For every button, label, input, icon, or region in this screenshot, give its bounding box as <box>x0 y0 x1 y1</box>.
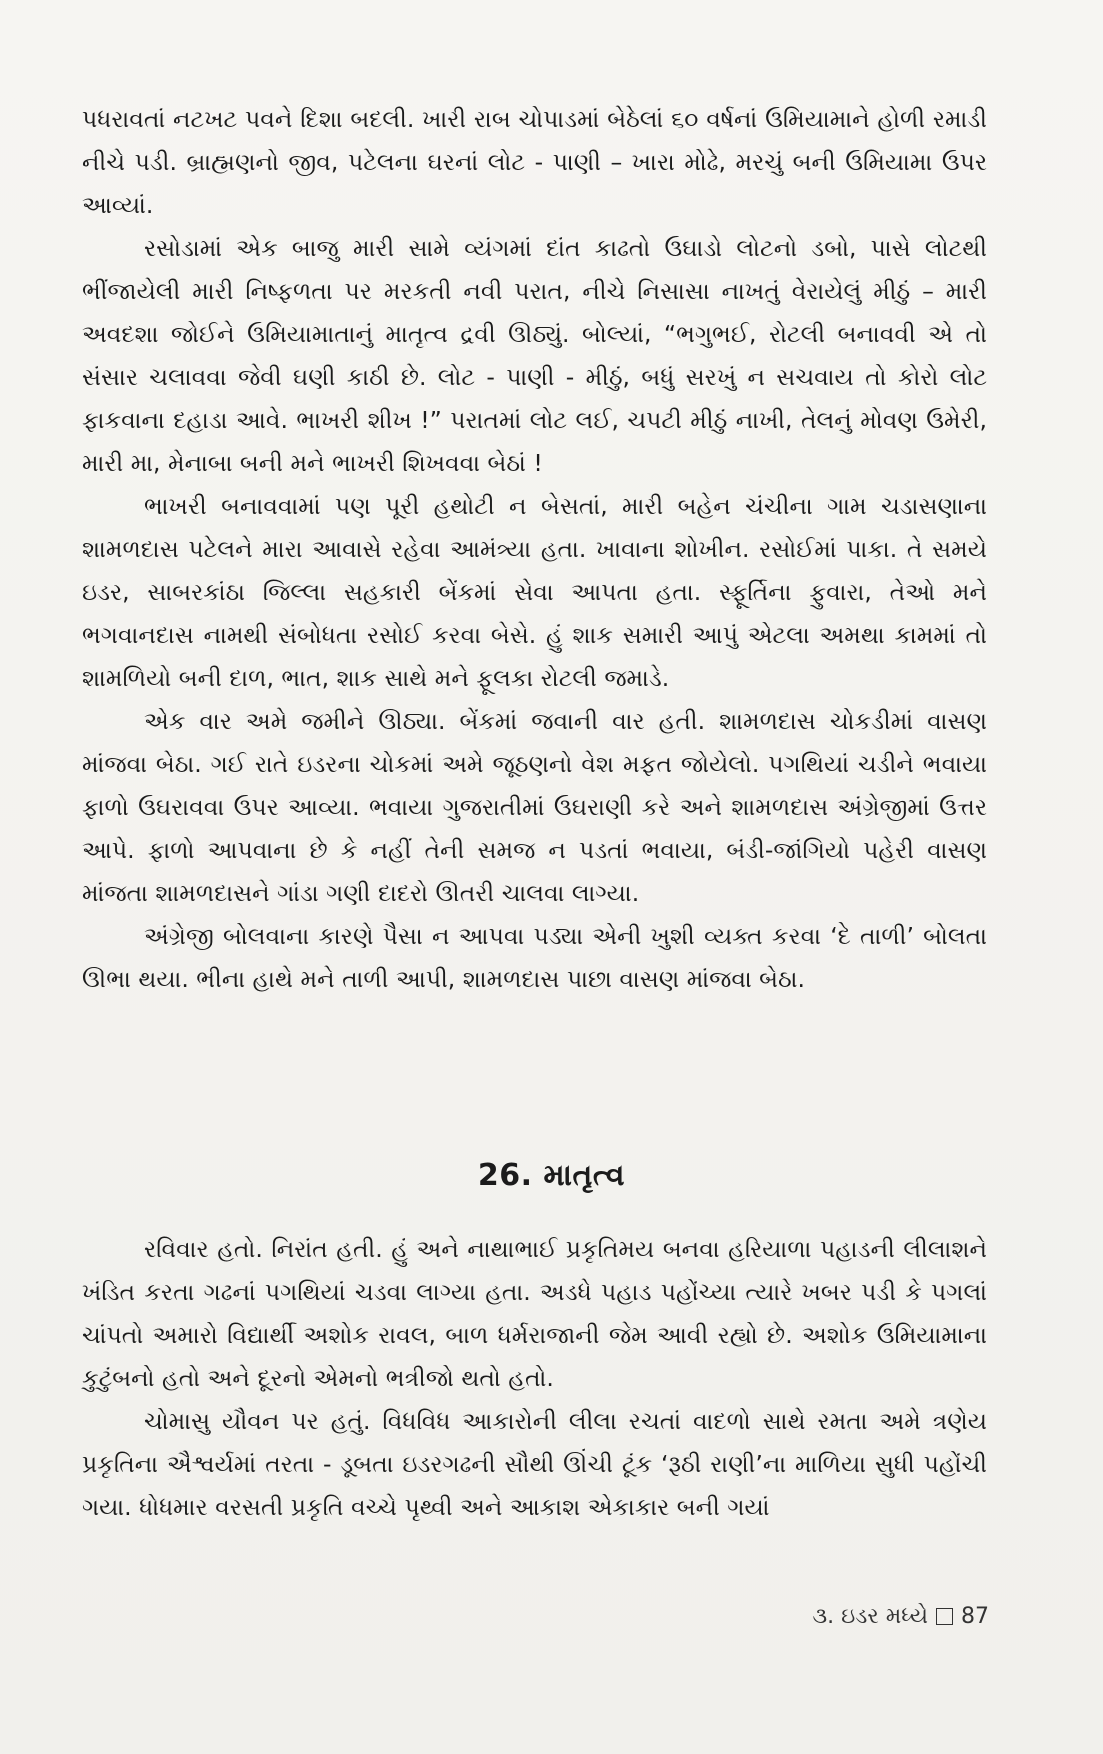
section-name: ૩. ઇડર મધ્યે <box>812 1604 928 1629</box>
paragraph: એક વાર અમે જમીને ઊઠ્યા. બેંકમાં જવાની વાર હતી. શામળદાસ ચોકડીમાં વાસણ માંજવા બેઠા. ગઈ રાતે ઇડરના ચોકમાં અમે જૂઠણનો વેશ મફત જોયેલો. પગથિયાં ચડીને ભવાયા ફાળો ઉઘરાવવા ઉપર આવ્યા. ભવાયા ગુજરાતીમાં ઉઘરાણી કરે અને શામળદાસ અંગ્રેજીમાં ઉત્તર આપે. ફાળો આપવાના છે કે નહીં તેની સમજ ન પડતાં ભવાયા, બંડી-જાંગિયો પહેરી વાસણ માંજતા શામળદાસને ગાંડા ગણી દાદરો ઊતરી ચાલવા લાગ્યા. <box>82 707 987 907</box>
paragraph: રવિવાર હતો. નિરાંત હતી. હું અને નાથાભાઈ પ્રકૃતિમય બનવા હરિયાળા પહાડની લીલાશને ખંડિત કરતા ગઢનાં પગથિયાં ચડવા લાગ્યા હતા. અડધે પહાડ પહોંચ્યા ત્યારે ખબર પડી કે પગલાં ચાંપતો અમારો વિદ્યાર્થી અશોક રાવલ, બાળ ધર્મરાજાની જેમ આવી રહ્યો છે. અશોક ઉમિયામાના કુટુંબનો હતો અને દૂરનો એમનો ભત્રીજો થતો હતો. <box>82 1235 987 1392</box>
page-number: 87 <box>961 1604 989 1629</box>
body-text-top <box>82 98 987 1001</box>
body-text-bottom <box>82 1228 987 1529</box>
paragraph: અંગ્રેજી બોલવાના કારણે પૈસા ન આપવા પડ્યા એની ખુશી વ્યક્ત કરવા ‘દે તાળી’ બોલતા ઊભા થયા. ભીના હાથે મને તાળી આપી, શામળદાસ પાછા વાસણ માંજવા બેઠા. <box>82 922 987 993</box>
paragraph: પધરાવતાં નટખટ પવને દિશા બદલી. ખારી રાબ ચોપાડમાં બેઠેલાં ૬૦ વર્ષનાં ઉમિયામાને હોળી રમાડી નીચે પડી. બ્રાહ્મણનો જીવ, પટેલના ઘરનાં લોટ - પાણી – ખારા મોઢે, મરચું બની ઉમિયામા ઉપર આવ્યાં. <box>82 105 987 219</box>
chapter-title: 26. માતૃત્વ <box>477 1158 626 1193</box>
paragraph: રસોડામાં એક બાજુ મારી સામે વ્યંગમાં દાંત કાઢતો ઉઘાડો લોટનો ડબો, પાસે લોટથી ભીંજાયેલી મારી નિષ્ફળતા પર મરકતી નવી પરાત, નીચે નિસાસા નાખતું વેરાયેલું મીઠું – મારી અવદશા જોઈને ઉમિયામાતાનું માતૃત્વ દ્રવી ઊઠ્યું. બોલ્યાં, “ભગુભઈ, રોટલી બનાવવી એ તો સંસાર ચલાવવા જેવી ઘણી કાઠી છે. લોટ - પાણી - મીઠું, બધું સરખું ન સચવાય તો કોરો લોટ ફાકવાના દહાડા આવે. ભાખરી શીખ !” પરાતમાં લોટ લઈ, ચપટી મીઠું નાખી, તેલનું મોવણ ઉમેરી, મારી મા, મેનાબા બની મને ભાખરી શિખવવા બેઠાં ! <box>82 234 987 477</box>
page-footer <box>813 1604 990 1629</box>
paragraph: ચોમાસુ યૌવન પર હતું. વિધવિધ આકારોની લીલા રચતાં વાદળો સાથે રમતા અમે ત્રણેય પ્રકૃતિના ઐશ્વર્યમાં તરતા - ડૂબતા ઇડરગઢની સૌથી ઊંચી ટૂંક ‘રૂઠી રાણી’ના માળિયા સુધી પહોંચી ગયા. ધોધમાર વરસતી પ્રકૃતિ વચ્ચે પૃથ્વી અને આકાશ એકાકાર બની ગયાં <box>82 1407 987 1521</box>
square-icon <box>936 1608 953 1625</box>
paragraph: ભાખરી બનાવવામાં પણ પૂરી હથોટી ન બેસતાં, મારી બહેન ચંચીના ગામ ચડાસણાના શામળદાસ પટેલને મારા આવાસે રહેવા આમંત્ર્યા હતા. ખાવાના શોખીન. રસોઈમાં પાકા. તે સમયે ઇડર, સાબરકાંઠા જિલ્લા સહકારી બેંકમાં સેવા આપતા હતા. સ્ફૂર્તિના ફુવારા, તેઓ મને ભગવાનદાસ નામથી સંબોધતા રસોઈ કરવા બેસે. હું શાક સમારી આપું એટલા અમથા કામમાં તો શામળિયો બની દાળ, ભાત, શાક સાથે મને ફૂલકા રોટલી જમાડે. <box>82 492 987 692</box>
